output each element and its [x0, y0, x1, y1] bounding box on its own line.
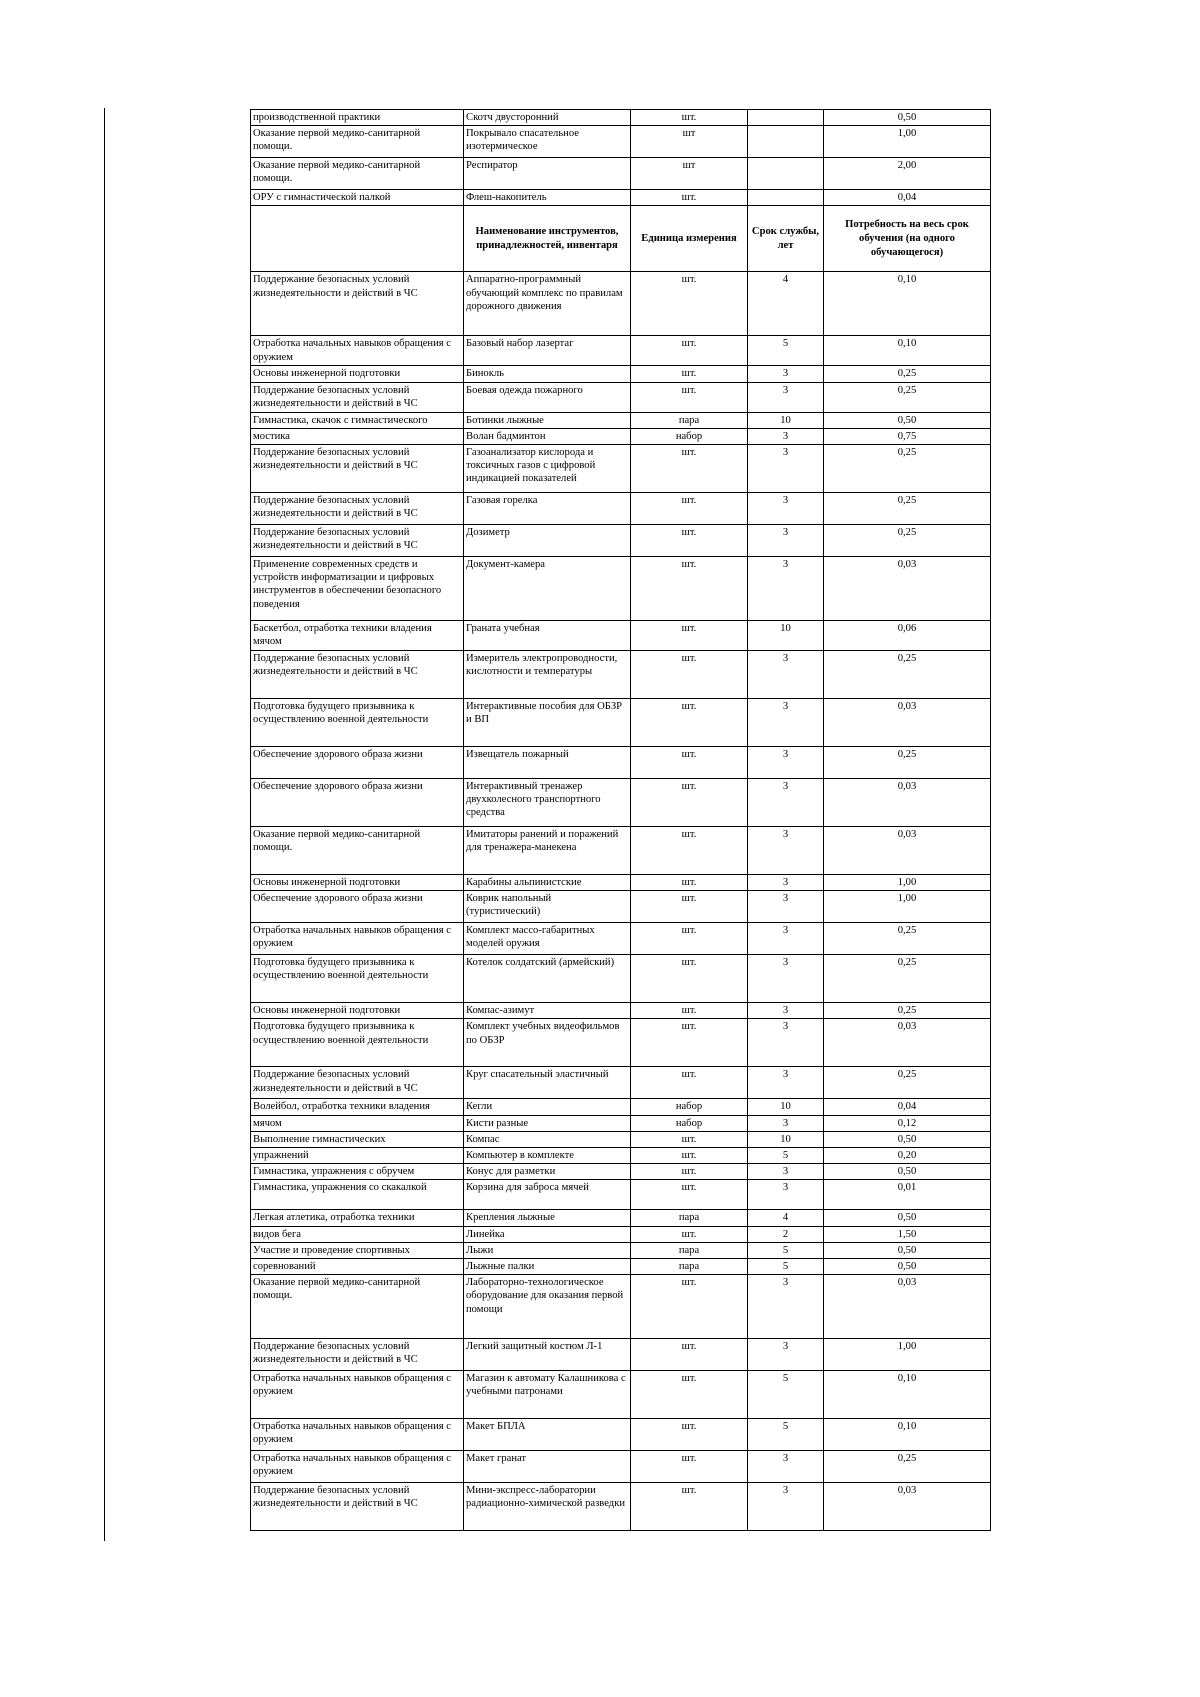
requirement-cell: 0,25 — [824, 955, 991, 1003]
section-cell: ОРУ с гимнастической палкой — [251, 190, 464, 206]
service-life-cell: 3 — [748, 1003, 824, 1019]
item-name-cell: Имитаторы ранений и поражений для тренажера-манекена — [464, 827, 631, 875]
requirement-cell: 0,25 — [824, 1067, 991, 1099]
service-life-cell: 3 — [748, 382, 824, 412]
section-cell: Оказание первой медико-санитарной помощи. — [251, 158, 464, 190]
service-life-cell: 3 — [748, 955, 824, 1003]
requirement-cell: 0,75 — [824, 428, 991, 444]
unit-cell: шт. — [631, 445, 748, 493]
unit-cell: шт. — [631, 557, 748, 621]
table-row — [251, 110, 991, 126]
table-row — [251, 1226, 991, 1242]
section-cell: Волейбол, отработка техники владения — [251, 1099, 464, 1115]
section-cell: мячом — [251, 1115, 464, 1131]
unit-cell: шт. — [631, 190, 748, 206]
item-name-cell: Граната учебная — [464, 621, 631, 651]
service-life-cell: 3 — [748, 923, 824, 955]
service-life-cell — [748, 158, 824, 190]
table-row — [251, 1242, 991, 1258]
requirement-cell: 0,01 — [824, 1180, 991, 1210]
unit-cell: шт. — [631, 1451, 748, 1483]
section-cell: Отработка начальных навыков обращения с оружием — [251, 1419, 464, 1451]
unit-cell: шт. — [631, 1067, 748, 1099]
table-row — [251, 891, 991, 923]
unit-cell: набор — [631, 428, 748, 444]
item-name-cell: Измеритель электропроводности, кислотности и температуры — [464, 651, 631, 699]
item-name-cell: Магазин к автомату Калашникова с учебными патронами — [464, 1371, 631, 1419]
service-life-cell: 3 — [748, 1275, 824, 1339]
section-cell: Поддержание безопасных условий жизнедеятельности и действий в ЧС — [251, 1483, 464, 1531]
item-name-cell: Карабины альпинистские — [464, 875, 631, 891]
section-cell: Подготовка будущего призывника к осуществлению военной деятельности — [251, 1019, 464, 1067]
table-row — [251, 1148, 991, 1164]
unit-cell: шт. — [631, 699, 748, 747]
unit-cell: шт. — [631, 747, 748, 779]
unit-cell: шт. — [631, 779, 748, 827]
service-life-cell: 2 — [748, 1226, 824, 1242]
section-cell: Основы инженерной подготовки — [251, 366, 464, 382]
requirement-cell: 0,50 — [824, 1164, 991, 1180]
requirement-cell: 1,00 — [824, 1339, 991, 1371]
table-header-row — [251, 206, 991, 272]
item-name-cell: Скотч двусторонний — [464, 110, 631, 126]
requirement-cell: 1,50 — [824, 1226, 991, 1242]
unit-cell: шт. — [631, 827, 748, 875]
section-cell: Подготовка будущего призывника к осуществлению военной деятельности — [251, 699, 464, 747]
service-life-cell: 3 — [748, 1451, 824, 1483]
service-life-cell: 3 — [748, 366, 824, 382]
table-row — [251, 445, 991, 493]
unit-cell: шт. — [631, 891, 748, 923]
table-row — [251, 1019, 991, 1067]
service-life-cell: 3 — [748, 699, 824, 747]
table-row — [251, 779, 991, 827]
unit-cell: набор — [631, 1115, 748, 1131]
item-name-cell: Круг спасательный эластичный — [464, 1067, 631, 1099]
unit-cell: шт. — [631, 1003, 748, 1019]
section-cell: упражнений — [251, 1148, 464, 1164]
item-name-cell: Макет БПЛА — [464, 1419, 631, 1451]
service-life-cell: 3 — [748, 1483, 824, 1531]
item-name-cell: Аппаратно-программный обучающий комплекс по правилам дорожного движения — [464, 272, 631, 336]
table-row — [251, 1164, 991, 1180]
table-row — [251, 557, 991, 621]
item-name-cell: Лыжные палки — [464, 1259, 631, 1275]
section-cell: Поддержание безопасных условий жизнедеятельности и действий в ЧС — [251, 272, 464, 336]
item-name-cell: Лыжи — [464, 1242, 631, 1258]
requirement-cell: 1,00 — [824, 891, 991, 923]
unit-cell: шт. — [631, 382, 748, 412]
table-row — [251, 923, 991, 955]
table-row — [251, 1003, 991, 1019]
service-life-cell — [748, 110, 824, 126]
header-requirement-cell: Потребность на весь срок обучения (на одного обучающегося) — [824, 206, 991, 272]
table-row — [251, 1371, 991, 1419]
requirement-cell: 0,10 — [824, 336, 991, 366]
requirement-cell: 0,03 — [824, 779, 991, 827]
section-cell: Обеспечение здорового образа жизни — [251, 747, 464, 779]
table-row — [251, 1451, 991, 1483]
header-item-name-cell: Наименование инструментов, принадлежностей, инвентаря — [464, 206, 631, 272]
item-name-cell: Покрывало спасательное изотермическое — [464, 126, 631, 158]
unit-cell: шт — [631, 158, 748, 190]
requirement-cell: 0,50 — [824, 1259, 991, 1275]
table-row — [251, 382, 991, 412]
item-name-cell: Кегли — [464, 1099, 631, 1115]
header-service-life-cell: Срок службы, лет — [748, 206, 824, 272]
unit-cell: шт. — [631, 1226, 748, 1242]
unit-cell: шт. — [631, 1483, 748, 1531]
unit-cell: шт. — [631, 1019, 748, 1067]
service-life-cell: 3 — [748, 747, 824, 779]
unit-cell: пара — [631, 1210, 748, 1226]
unit-cell: шт. — [631, 1419, 748, 1451]
item-name-cell: Интерактивный тренажер двухколесного транспортного средства — [464, 779, 631, 827]
service-life-cell: 5 — [748, 1148, 824, 1164]
unit-cell: набор — [631, 1099, 748, 1115]
table-row — [251, 1210, 991, 1226]
service-life-cell: 10 — [748, 412, 824, 428]
item-name-cell: Крепления лыжные — [464, 1210, 631, 1226]
section-cell: Поддержание безопасных условий жизнедеятельности и действий в ЧС — [251, 493, 464, 525]
table-row — [251, 126, 991, 158]
section-cell: Гимнастика, скачок с гимнастического — [251, 412, 464, 428]
table-row — [251, 366, 991, 382]
unit-cell: шт. — [631, 1275, 748, 1339]
table-row — [251, 158, 991, 190]
service-life-cell: 3 — [748, 1115, 824, 1131]
table-row — [251, 1419, 991, 1451]
section-cell: Выполнение гимнастических — [251, 1131, 464, 1147]
item-name-cell: Конус для разметки — [464, 1164, 631, 1180]
service-life-cell: 3 — [748, 891, 824, 923]
section-cell: Баскетбол, отработка техники владения мячом — [251, 621, 464, 651]
service-life-cell: 3 — [748, 493, 824, 525]
unit-cell: шт. — [631, 875, 748, 891]
unit-cell: шт. — [631, 1131, 748, 1147]
unit-cell: шт. — [631, 651, 748, 699]
item-name-cell: Дозиметр — [464, 525, 631, 557]
section-cell: производственной практики — [251, 110, 464, 126]
table-row — [251, 1067, 991, 1099]
table-row — [251, 1275, 991, 1339]
item-name-cell: Газоанализатор кислорода и токсичных газов с цифровой индикацией показателей — [464, 445, 631, 493]
section-cell: Оказание первой медико-санитарной помощи. — [251, 1275, 464, 1339]
requirement-cell: 0,03 — [824, 699, 991, 747]
item-name-cell: Котелок солдатский (армейский) — [464, 955, 631, 1003]
section-cell: видов бега — [251, 1226, 464, 1242]
section-cell: соревнований — [251, 1259, 464, 1275]
section-cell: Применение современных средств и устройств информатизации и цифровых инструментов в обеспечении безопасного поведения — [251, 557, 464, 621]
requirement-cell: 0,10 — [824, 1419, 991, 1451]
service-life-cell: 3 — [748, 525, 824, 557]
service-life-cell: 3 — [748, 779, 824, 827]
section-cell: Поддержание безопасных условий жизнедеятельности и действий в ЧС — [251, 525, 464, 557]
requirement-cell: 1,00 — [824, 875, 991, 891]
section-cell: Участие и проведение спортивных — [251, 1242, 464, 1258]
requirement-cell: 0,03 — [824, 1275, 991, 1339]
item-name-cell: Документ-камера — [464, 557, 631, 621]
section-cell: Гимнастика, упражнения со скакалкой — [251, 1180, 464, 1210]
requirement-cell: 0,25 — [824, 747, 991, 779]
requirement-cell: 0,04 — [824, 1099, 991, 1115]
item-name-cell: Боевая одежда пожарного — [464, 382, 631, 412]
requirement-cell: 0,03 — [824, 827, 991, 875]
item-name-cell: Компас-азимут — [464, 1003, 631, 1019]
requirement-cell: 0,25 — [824, 445, 991, 493]
requirement-cell: 1,00 — [824, 126, 991, 158]
unit-cell: шт. — [631, 366, 748, 382]
requirement-cell: 0,50 — [824, 1242, 991, 1258]
service-life-cell: 4 — [748, 272, 824, 336]
item-name-cell: Макет гранат — [464, 1451, 631, 1483]
item-name-cell: Комплект учебных видеофильмов по ОБЗР — [464, 1019, 631, 1067]
item-name-cell: Лабораторно-технологическое оборудование для оказания первой помощи — [464, 1275, 631, 1339]
item-name-cell: Компьютер в комплекте — [464, 1148, 631, 1164]
section-cell: Обеспечение здорового образа жизни — [251, 891, 464, 923]
service-life-cell: 5 — [748, 1419, 824, 1451]
page-margin-line — [104, 108, 105, 1541]
service-life-cell: 10 — [748, 621, 824, 651]
section-cell: Отработка начальных навыков обращения с оружием — [251, 1451, 464, 1483]
item-name-cell: Компас — [464, 1131, 631, 1147]
item-name-cell: Газовая горелка — [464, 493, 631, 525]
requirement-cell: 0,20 — [824, 1148, 991, 1164]
table-row — [251, 525, 991, 557]
unit-cell: шт — [631, 126, 748, 158]
unit-cell: шт. — [631, 1339, 748, 1371]
service-life-cell: 10 — [748, 1099, 824, 1115]
section-cell: Оказание первой медико-санитарной помощи. — [251, 126, 464, 158]
service-life-cell: 3 — [748, 1019, 824, 1067]
unit-cell: шт. — [631, 493, 748, 525]
item-name-cell: Комплект массо-габаритных моделей оружия — [464, 923, 631, 955]
section-cell: Обеспечение здорового образа жизни — [251, 779, 464, 827]
requirement-cell: 0,10 — [824, 1371, 991, 1419]
section-cell: Основы инженерной подготовки — [251, 875, 464, 891]
requirement-cell: 0,06 — [824, 621, 991, 651]
item-name-cell: Коврик напольный (туристический) — [464, 891, 631, 923]
requirement-cell: 0,12 — [824, 1115, 991, 1131]
requirement-cell: 0,50 — [824, 412, 991, 428]
requirement-cell: 0,03 — [824, 557, 991, 621]
requirement-cell: 0,04 — [824, 190, 991, 206]
section-cell: Поддержание безопасных условий жизнедеятельности и действий в ЧС — [251, 1067, 464, 1099]
table-row — [251, 827, 991, 875]
table-row — [251, 1180, 991, 1210]
service-life-cell: 3 — [748, 875, 824, 891]
table-row — [251, 955, 991, 1003]
table-row — [251, 1115, 991, 1131]
item-name-cell: Линейка — [464, 1226, 631, 1242]
service-life-cell: 3 — [748, 1180, 824, 1210]
requirement-cell: 0,10 — [824, 272, 991, 336]
section-cell: Поддержание безопасных условий жизнедеятельности и действий в ЧС — [251, 382, 464, 412]
table-row — [251, 875, 991, 891]
table-row — [251, 699, 991, 747]
equipment-table — [250, 109, 991, 1531]
table-row — [251, 747, 991, 779]
table-row — [251, 190, 991, 206]
table-row — [251, 336, 991, 366]
service-life-cell: 4 — [748, 1210, 824, 1226]
section-cell: Поддержание безопасных условий жизнедеятельности и действий в ЧС — [251, 1339, 464, 1371]
unit-cell: пара — [631, 1259, 748, 1275]
section-cell: Подготовка будущего призывника к осуществлению военной деятельности — [251, 955, 464, 1003]
unit-cell: шт. — [631, 1148, 748, 1164]
service-life-cell: 5 — [748, 1259, 824, 1275]
requirement-cell: 0,25 — [824, 923, 991, 955]
requirement-cell: 0,50 — [824, 1210, 991, 1226]
unit-cell: шт. — [631, 336, 748, 366]
item-name-cell: Базовый набор лазертаг — [464, 336, 631, 366]
service-life-cell: 10 — [748, 1131, 824, 1147]
section-cell: Отработка начальных навыков обращения с оружием — [251, 1371, 464, 1419]
unit-cell: шт. — [631, 1371, 748, 1419]
item-name-cell: Бинокль — [464, 366, 631, 382]
table-row — [251, 1099, 991, 1115]
service-life-cell: 3 — [748, 1164, 824, 1180]
service-life-cell: 3 — [748, 445, 824, 493]
requirement-cell: 0,25 — [824, 651, 991, 699]
requirement-cell: 0,03 — [824, 1019, 991, 1067]
section-cell: Поддержание безопасных условий жизнедеятельности и действий в ЧС — [251, 651, 464, 699]
table-row — [251, 651, 991, 699]
section-cell: мостика — [251, 428, 464, 444]
item-name-cell: Флеш-накопитель — [464, 190, 631, 206]
item-name-cell: Мини-экспресс-лаборатории радиационно-химической разведки — [464, 1483, 631, 1531]
section-cell: Отработка начальных навыков обращения с оружием — [251, 336, 464, 366]
service-life-cell: 3 — [748, 428, 824, 444]
table-row — [251, 1131, 991, 1147]
service-life-cell: 3 — [748, 1339, 824, 1371]
section-cell: Легкая атлетика, отработка техники — [251, 1210, 464, 1226]
requirement-cell: 0,03 — [824, 1483, 991, 1531]
unit-cell: шт. — [631, 1164, 748, 1180]
table-row — [251, 272, 991, 336]
table-row — [251, 1483, 991, 1531]
item-name-cell: Корзина для заброса мячей — [464, 1180, 631, 1210]
item-name-cell: Ботинки лыжные — [464, 412, 631, 428]
item-name-cell: Волан бадминтон — [464, 428, 631, 444]
requirement-cell: 0,50 — [824, 110, 991, 126]
section-cell: Поддержание безопасных условий жизнедеятельности и действий в ЧС — [251, 445, 464, 493]
unit-cell: шт. — [631, 955, 748, 1003]
unit-cell: шт. — [631, 923, 748, 955]
table-row — [251, 621, 991, 651]
unit-cell: шт. — [631, 621, 748, 651]
service-life-cell: 5 — [748, 1371, 824, 1419]
item-name-cell: Кисти разные — [464, 1115, 631, 1131]
requirement-cell: 0,25 — [824, 1451, 991, 1483]
requirement-cell: 0,25 — [824, 525, 991, 557]
section-cell: Отработка начальных навыков обращения с оружием — [251, 923, 464, 955]
requirement-cell: 0,25 — [824, 366, 991, 382]
unit-cell: шт. — [631, 525, 748, 557]
item-name-cell: Интерактивные пособия для ОБЗР и ВП — [464, 699, 631, 747]
service-life-cell: 5 — [748, 1242, 824, 1258]
item-name-cell: Респиратор — [464, 158, 631, 190]
unit-cell: шт. — [631, 272, 748, 336]
section-cell: Основы инженерной подготовки — [251, 1003, 464, 1019]
header-unit-cell: Единица измерения — [631, 206, 748, 272]
unit-cell: шт. — [631, 110, 748, 126]
requirement-cell: 0,25 — [824, 382, 991, 412]
unit-cell: шт. — [631, 1180, 748, 1210]
header-section-cell — [251, 206, 464, 272]
equipment-table-body — [251, 110, 991, 1531]
service-life-cell: 3 — [748, 1067, 824, 1099]
service-life-cell — [748, 190, 824, 206]
requirement-cell: 0,25 — [824, 493, 991, 525]
table-row — [251, 1259, 991, 1275]
service-life-cell: 3 — [748, 827, 824, 875]
requirement-cell: 0,25 — [824, 1003, 991, 1019]
unit-cell: пара — [631, 1242, 748, 1258]
table-row — [251, 493, 991, 525]
item-name-cell: Извещатель пожарный — [464, 747, 631, 779]
table-row — [251, 412, 991, 428]
table-row — [251, 428, 991, 444]
service-life-cell: 3 — [748, 651, 824, 699]
requirement-cell: 0,50 — [824, 1131, 991, 1147]
unit-cell: пара — [631, 412, 748, 428]
item-name-cell: Легкий защитный костюм Л-1 — [464, 1339, 631, 1371]
section-cell: Гимнастика, упражнения с обручем — [251, 1164, 464, 1180]
table-row — [251, 1339, 991, 1371]
service-life-cell: 3 — [748, 557, 824, 621]
section-cell: Оказание первой медико-санитарной помощи. — [251, 827, 464, 875]
service-life-cell — [748, 126, 824, 158]
requirement-cell: 2,00 — [824, 158, 991, 190]
service-life-cell: 5 — [748, 336, 824, 366]
